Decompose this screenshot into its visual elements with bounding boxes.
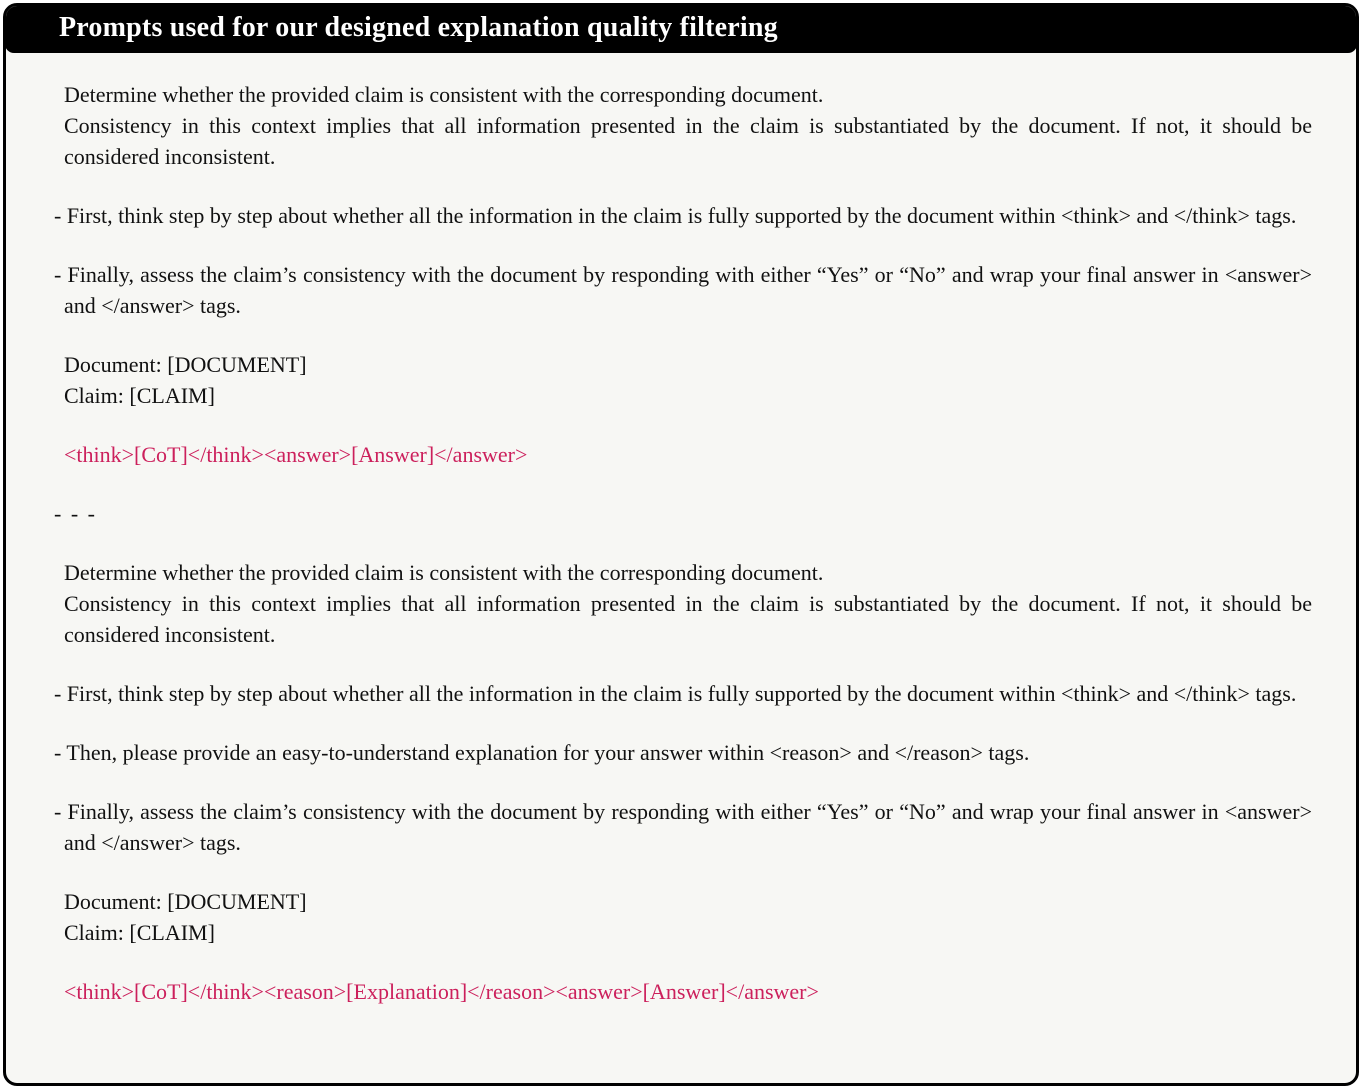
prompt1-instruction (64, 79, 1312, 172)
prompt1-step-answer: - Finally, assess the claim’s consistency with the document by responding with either “Yes” or “No” and wrap your final answer in <answer> and </answer> tags. (54, 262, 1312, 318)
prompt1-claim-placeholder: Claim: [CLAIM] (64, 383, 215, 408)
prompt1-step-think: - First, think step by step about whether all the information in the claim is fully supported by the document within <think> and </think> tags. (54, 203, 1297, 228)
prompt2-step-reason: - Then, please provide an easy-to-understand explanation for your answer within <reason> and </reason> tags. (54, 740, 1030, 765)
prompt1-consistency-definition: Consistency in this context implies that all information presented in the claim is substantiated by the document. If not, it should be considered inconsistent. (64, 113, 1312, 169)
prompt1-document-placeholder: Document: [DOCUMENT] (64, 352, 307, 377)
prompt-figure (3, 3, 1359, 1086)
figure-body (6, 53, 1356, 1007)
prompt2-step-think: - First, think step by step about whether all the information in the claim is fully supported by the document within <think> and </think> tags. (54, 681, 1297, 706)
prompt2-instruction (64, 557, 1312, 650)
prompt1-output-format: <think>[CoT]</think><answer>[Answer]</answer> (64, 442, 528, 467)
figure-title-bar (5, 5, 1357, 53)
prompt2-output-format: <think>[CoT]</think><reason>[Explanation]</reason><answer>[Answer]</answer> (64, 979, 819, 1004)
prompt2-consistency-definition: Consistency in this context implies that all information presented in the claim is substantiated by the document. If not, it should be considered inconsistent. (64, 591, 1312, 647)
prompt2-io-placeholders (64, 886, 1312, 948)
prompt1-task-line: Determine whether the provided claim is consistent with the corresponding document. (64, 82, 824, 107)
prompt2-claim-placeholder: Claim: [CLAIM] (64, 920, 215, 945)
prompt2-step-answer: - Finally, assess the claim’s consistency with the document by responding with either “Yes” or “No” and wrap your final answer in <answer> and </answer> tags. (54, 799, 1312, 855)
prompt2-document-placeholder: Document: [DOCUMENT] (64, 889, 307, 914)
prompt2-task-line: Determine whether the provided claim is consistent with the corresponding document. (64, 560, 824, 585)
figure-title: Prompts used for our designed explanation quality filtering (59, 12, 778, 43)
prompt1-io-placeholders (64, 349, 1312, 411)
prompt-separator: - - - (54, 501, 97, 526)
